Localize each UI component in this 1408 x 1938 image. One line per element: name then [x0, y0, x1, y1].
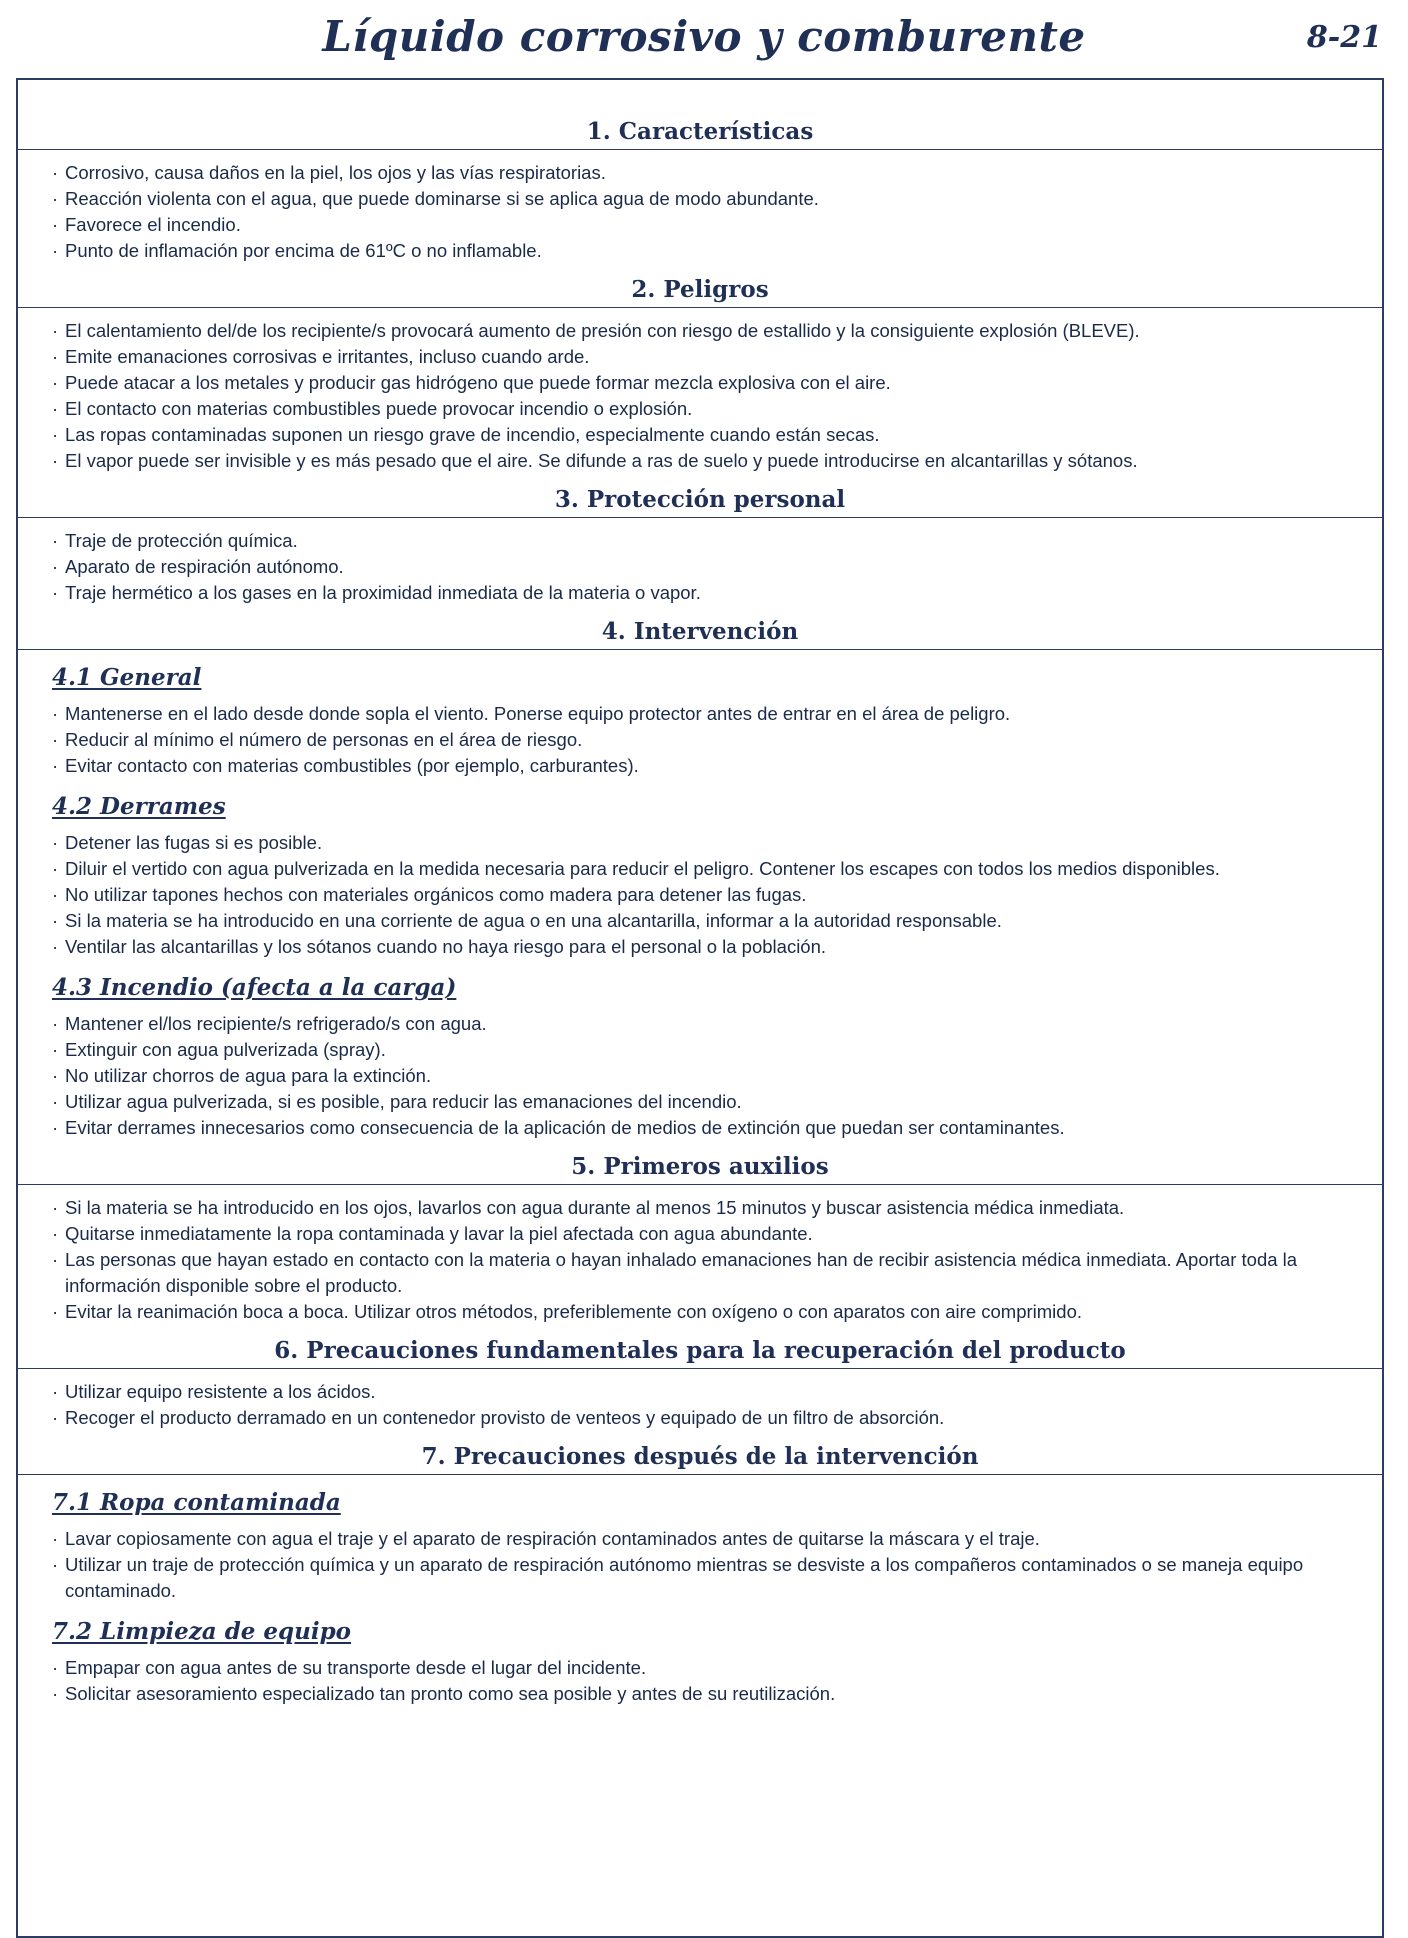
subsection-title: 4.2 Derrames — [52, 793, 226, 820]
list-item: · Diluir el vertido con agua pulverizada en la medida necesaria para reducir el peligro. Contener los escapes con todos los medios disponibles. — [52, 856, 1348, 882]
list-item: · Las ropas contaminadas suponen un riesgo grave de incendio, especialmente cuando están secas. — [52, 422, 1348, 448]
list-item: · Detener las fugas si es posible. — [52, 830, 1348, 856]
bullet-list — [52, 830, 1348, 960]
list-item: · Puede atacar a los metales y producir gas hidrógeno que puede formar mezcla explosiva con el aire. — [52, 370, 1348, 396]
list-item: · Punto de inflamación por encima de 61ºC o no inflamable. — [52, 238, 1348, 264]
list-item: · Las personas que hayan estado en contacto con la materia o hayan inhalado emanaciones han de recibir asistencia médica inmediata. Aportar toda la información disponible sobre el producto. — [52, 1247, 1348, 1299]
list-item: · Recoger el producto derramado en un contenedor provisto de venteos y equipado de un filtro de absorción. — [52, 1405, 1348, 1431]
section-title: 4. Intervención — [18, 618, 1382, 650]
section-title: 3. Protección personal — [18, 486, 1382, 518]
bullet-list — [52, 160, 1348, 264]
page-header — [0, 0, 1408, 78]
list-item: · Utilizar agua pulverizada, si es posible, para reducir las emanaciones del incendio. — [52, 1089, 1348, 1115]
list-item: · Emite emanaciones corrosivas e irritantes, incluso cuando arde. — [52, 344, 1348, 370]
list-item: · Reducir al mínimo el número de personas en el área de riesgo. — [52, 727, 1348, 753]
subsection-title: 4.3 Incendio (afecta a la carga) — [52, 974, 457, 1001]
bullet-list — [52, 1526, 1348, 1604]
subsection-title: 7.2 Limpieza de equipo — [52, 1618, 352, 1645]
list-item: · El contacto con materias combustibles puede provocar incendio o explosión. — [52, 396, 1348, 422]
list-item: · Evitar derrames innecesarios como consecuencia de la aplicación de medios de extinción que puedan ser contaminantes. — [52, 1115, 1348, 1141]
bullet-list — [52, 1655, 1348, 1707]
list-item: · Mantenerse en el lado desde donde sopla el viento. Ponerse equipo protector antes de entrar en el área de peligro. — [52, 701, 1348, 727]
list-item: · Solicitar asesoramiento especializado tan pronto como sea posible y antes de su reutilización. — [52, 1681, 1348, 1707]
list-item: · Utilizar equipo resistente a los ácidos. — [52, 1379, 1348, 1405]
bullet-list — [52, 701, 1348, 779]
list-item: · Mantener el/los recipiente/s refrigerado/s con agua. — [52, 1011, 1348, 1037]
section-title: 1. Características — [18, 118, 1382, 150]
list-item: · No utilizar tapones hechos con materiales orgánicos como madera para detener las fugas. — [52, 882, 1348, 908]
section-title: 2. Peligros — [18, 276, 1382, 308]
bullet-list — [52, 528, 1348, 606]
bullet-list — [52, 1195, 1348, 1325]
list-item: · Favorece el incendio. — [52, 212, 1348, 238]
section-title: 7. Precauciones después de la intervención — [18, 1443, 1382, 1475]
bullet-list — [52, 1011, 1348, 1141]
list-item: · No utilizar chorros de agua para la extinción. — [52, 1063, 1348, 1089]
list-item: · Extinguir con agua pulverizada (spray). — [52, 1037, 1348, 1063]
list-item: · Aparato de respiración autónomo. — [52, 554, 1348, 580]
list-item: · Ventilar las alcantarillas y los sótanos cuando no haya riesgo para el personal o la población. — [52, 934, 1348, 960]
list-item: · El calentamiento del/de los recipiente/s provocará aumento de presión con riesgo de estallido y la consiguiente explosión (BLEVE). — [52, 318, 1348, 344]
list-item: · Utilizar un traje de protección química y un aparato de respiración autónomo mientras se desviste a los compañeros contaminados o se maneja equipo contaminado. — [52, 1552, 1348, 1604]
list-item: · Quitarse inmediatamente la ropa contaminada y lavar la piel afectada con agua abundante. — [52, 1221, 1348, 1247]
bullet-list — [52, 1379, 1348, 1431]
list-item: · Si la materia se ha introducido en una corriente de agua o en una alcantarilla, informar a la autoridad responsable. — [52, 908, 1348, 934]
list-item: · Evitar la reanimación boca a boca. Utilizar otros métodos, preferiblemente con oxígeno o con aparatos con aire comprimido. — [52, 1299, 1348, 1325]
list-item: · Evitar contacto con materias combustibles (por ejemplo, carburantes). — [52, 753, 1348, 779]
content-frame — [16, 78, 1384, 1938]
section-title: 5. Primeros auxilios — [18, 1153, 1382, 1185]
list-item: · Empapar con agua antes de su transporte desde el lugar del incidente. — [52, 1655, 1348, 1681]
list-item: · Reacción violenta con el agua, que puede dominarse si se aplica agua de modo abundante. — [52, 186, 1348, 212]
page-number: 8-21 — [1306, 20, 1382, 55]
subsection-title: 4.1 General — [52, 664, 202, 691]
document-title: Líquido corrosivo y comburente — [322, 12, 1086, 61]
list-item: · Corrosivo, causa daños en la piel, los ojos y las vías respiratorias. — [52, 160, 1348, 186]
list-item: · Si la materia se ha introducido en los ojos, lavarlos con agua durante al menos 15 minutos y buscar asistencia médica inmediata. — [52, 1195, 1348, 1221]
section-title: 6. Precauciones fundamentales para la recuperación del producto — [18, 1337, 1382, 1369]
bullet-list — [52, 318, 1348, 474]
list-item: · Traje de protección química. — [52, 528, 1348, 554]
list-item: · Traje hermético a los gases en la proximidad inmediata de la materia o vapor. — [52, 580, 1348, 606]
list-item: · El vapor puede ser invisible y es más pesado que el aire. Se difunde a ras de suelo y puede introducirse en alcantarillas y sótanos. — [52, 448, 1348, 474]
subsection-title: 7.1 Ropa contaminada — [52, 1489, 341, 1516]
list-item: · Lavar copiosamente con agua el traje y el aparato de respiración contaminados antes de quitarse la máscara y el traje. — [52, 1526, 1348, 1552]
